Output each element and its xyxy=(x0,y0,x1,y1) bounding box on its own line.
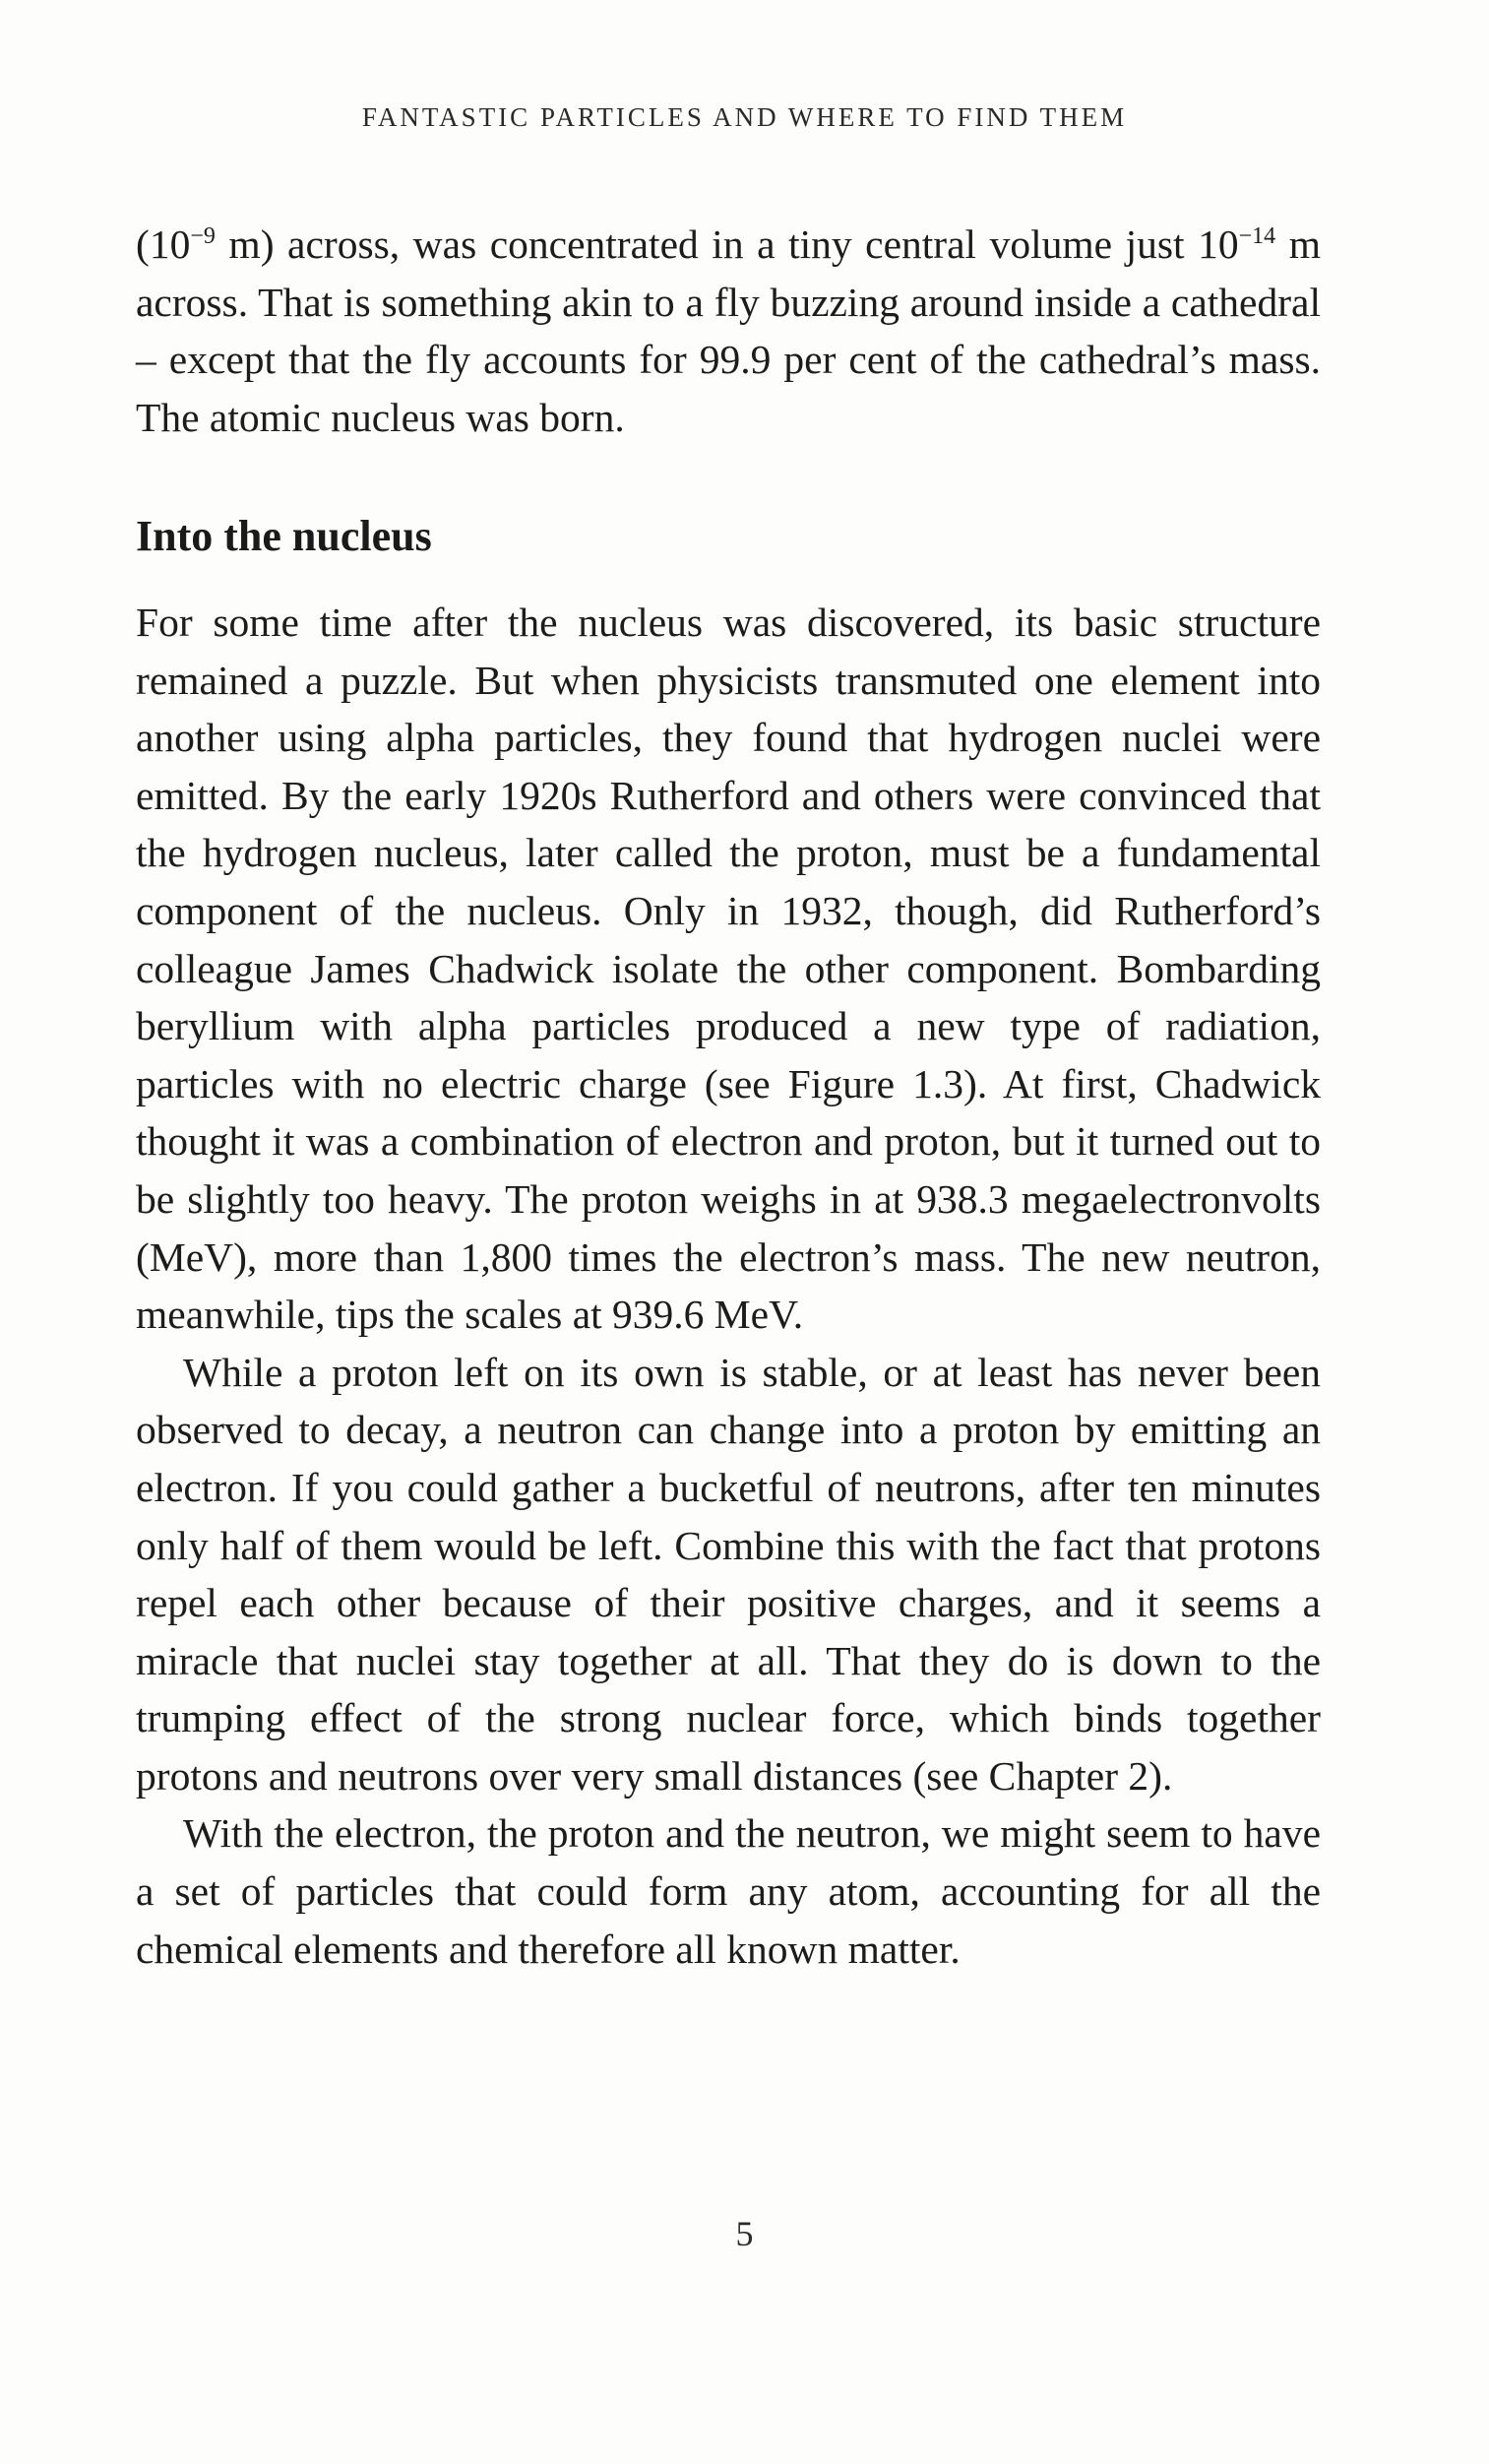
intro-text-2: m) across, was concentrated in a tiny central volume just 10 xyxy=(215,221,1239,267)
intro-text-3: m across. That is something akin to a fly buzzing around inside a cathedral – except that the fly accounts for 99.9 per cent of the cathedral’s mass. The atomic nucleus was born. xyxy=(136,221,1321,440)
intro-exponent-2: −14 xyxy=(1238,223,1276,250)
body-paragraph-1: For some time after the nucleus was discovered, its basic structure remained a puzzle. But when physicists transmuted one element into another using alpha particles, they found that hydrogen nuclei were emitted. By the early 1920s Rutherford and others were convinced that the hydrogen nucleus, later called the proton, must be a fundamental component of the nucleus. Only in 1932, though, did Rutherford’s colleague James Chadwick isolate the other component. Bombarding beryllium with alpha particles produced a new type of radiation, particles with no electric charge (see Figure 1.3). At first, Chadwick thought it was a combination of electron and proton, but it turned out to be slightly too heavy. The proton weighs in at 938.3 megaelectronvolts (MeV), more than 1,800 times the electron’s mass. The new neutron, meanwhile, tips the scales at 939.6 MeV. xyxy=(136,600,1321,1338)
running-head: FANTASTIC PARTICLES AND WHERE TO FIND THEM xyxy=(361,102,1128,132)
body-paragraph-2: While a proton left on its own is stable, or at least has never been observed to decay, a neutron can change into a proton by emitting an electron. If you could gather a bucketful of neutrons, after ten minutes only half of them would be left. Combine this with the fact that protons repel each other because of their positive charges, and it seems a miracle that nuclei stay together at all. That they do is down to the trumping effect of the strong nuclear force, which binds together protons and neutrons over very small distances (see Chapter 2). xyxy=(136,1349,1321,1799)
page-number: 5 xyxy=(735,2214,754,2253)
section-body xyxy=(136,594,1321,1978)
intro-exponent-1: −9 xyxy=(190,223,216,250)
intro-paragraph-block xyxy=(136,216,1321,446)
intro-text-1: (10 xyxy=(136,221,191,267)
body-paragraph-3: With the electron, the proton and the neutron, we might seem to have a set of particles that could form any atom, accounting for all the chemical elements and therefore all known matter. xyxy=(136,1810,1321,1972)
intro-paragraph xyxy=(136,216,1321,446)
section-heading: Into the nucleus xyxy=(136,512,432,560)
